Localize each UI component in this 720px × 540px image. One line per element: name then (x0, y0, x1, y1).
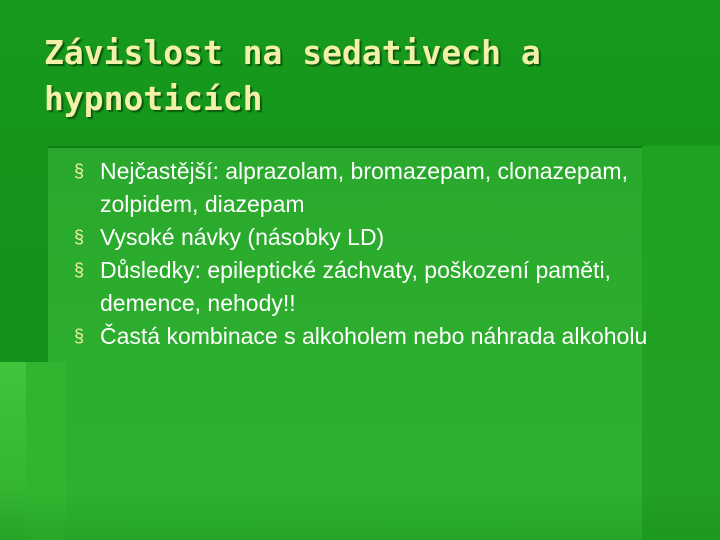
list-item (72, 254, 672, 320)
bullet-text: Důsledky: epileptické záchvaty, poškození paměti, demence, nehody!! (100, 257, 611, 316)
slide-title: Závislost na sedativech a hypnoticích (44, 33, 541, 118)
list-item (72, 155, 672, 221)
bullet-text: Vysoké návky (násobky LD) (100, 224, 385, 250)
bullet-text: Nejčastější: alprazolam, bromazepam, clonazepam, zolpidem, diazepam (100, 158, 628, 217)
bullet-icon: § (74, 326, 85, 346)
bullet-icon: § (74, 161, 85, 181)
background-bottom-fade (0, 490, 720, 540)
list-item (72, 221, 672, 254)
bullet-icon: § (74, 260, 85, 280)
bullet-list (72, 155, 672, 353)
list-item (72, 320, 672, 353)
bullet-icon: § (74, 227, 85, 247)
bullet-text: Častá kombinace s alkoholem nebo náhrada alkoholu (100, 323, 648, 349)
